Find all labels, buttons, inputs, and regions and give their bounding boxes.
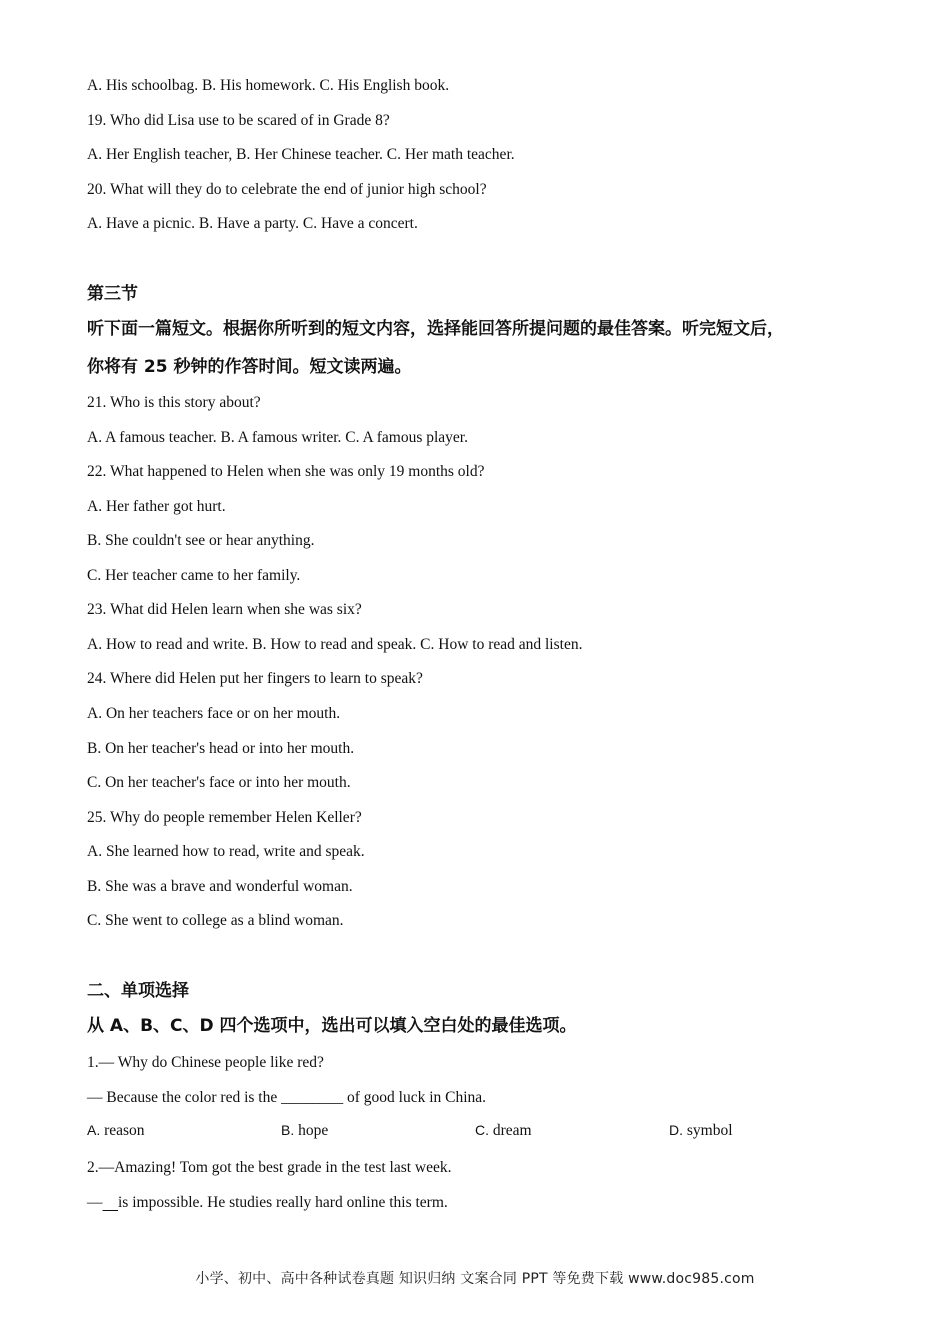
option-q22-c: C. Her teacher came to her family. [87,567,301,584]
question-24: 24. Where did Helen put her fingers to learn to speak? [87,670,423,687]
option-q25-b: B. She was a brave and wonderful woman. [87,878,353,895]
option-d-text: symbol [683,1122,733,1139]
mc-question-2-line2-text: is impossible. He studies really hard online this term. [118,1194,448,1211]
option-b-text: hope [294,1122,329,1139]
option-line-q18: A. His schoolbag. B. His homework. C. His English book. [87,77,450,94]
option-q22-b: B. She couldn't see or hear anything. [87,532,315,549]
mc-question-1-options [87,1122,867,1144]
question-22: 22. What happened to Helen when she was only 19 months old? [87,463,485,480]
part-2-title: 二、单项选择 [87,981,189,1001]
option-q24-c: C. On her teacher's face or into her mouth. [87,774,351,791]
option-q24-b: B. On her teacher's head or into her mouth. [87,740,355,757]
question-25: 25. Why do people remember Helen Keller? [87,809,362,826]
option-a [87,1122,145,1140]
mc-question-2-line2 [87,1193,448,1213]
option-c-text: dream [489,1122,532,1139]
option-q25-a: A. She learned how to read, write and speak. [87,843,365,860]
option-d [669,1122,733,1140]
section-3-instruction-line1: 听下面一篇短文。根据你所听到的短文内容，选择能回答所提问题的最佳答案。听完短文后， [87,319,784,339]
option-q25-c: C. She went to college as a blind woman. [87,912,344,929]
option-line-q20: A. Have a picnic. B. Have a party. C. Have a concert. [87,215,418,232]
option-a-letter: A. [87,1122,101,1138]
section-3-instruction-line2: 你将有 25 秒钟的作答时间。短文读两遍。 [87,357,412,377]
mc-question-1-line1: 1.— Why do Chinese people like red? [87,1054,324,1071]
part-2-instruction: 从 A、B、C、D 四个选项中，选出可以填入空白处的最佳选项。 [87,1016,577,1036]
option-c [475,1122,532,1140]
option-d-letter: D. [669,1122,683,1138]
question-21: 21. Who is this story about? [87,394,261,411]
mc-question-1-line2: — Because the color red is the ________ of good luck in China. [87,1089,487,1106]
option-line-q23: A. How to read and write. B. How to read and speak. C. How to read and listen. [87,636,583,653]
question-19: 19. Who did Lisa use to be scared of in Grade 8? [87,112,390,129]
page-footer [0,1268,950,1288]
dash: — [87,1194,103,1211]
option-c-letter: C. [475,1122,489,1138]
section-3-title: 第三节 [87,284,138,304]
footer-text: 小学、初中、高中各种试卷真题 知识归纳 文案合同 PPT 等免费下载 [195,1271,624,1287]
option-b [281,1122,328,1140]
question-23: 23. What did Helen learn when she was six? [87,601,362,618]
option-q22-a: A. Her father got hurt. [87,498,226,515]
option-q24-a: A. On her teachers face or on her mouth. [87,705,341,722]
option-line-q21: A. A famous teacher. B. A famous writer. C. A famous player. [87,429,468,446]
mc-question-2-line1: 2.—Amazing! Tom got the best grade in the test last week. [87,1159,452,1176]
footer-url[interactable]: www.doc985.com [628,1271,755,1287]
option-line-q19: A. Her English teacher, B. Her Chinese teacher. C. Her math teacher. [87,146,515,163]
option-b-letter: B. [281,1122,295,1138]
option-a-text: reason [100,1122,145,1139]
answer-blank [103,1194,119,1211]
question-20: 20. What will they do to celebrate the end of junior high school? [87,181,487,198]
